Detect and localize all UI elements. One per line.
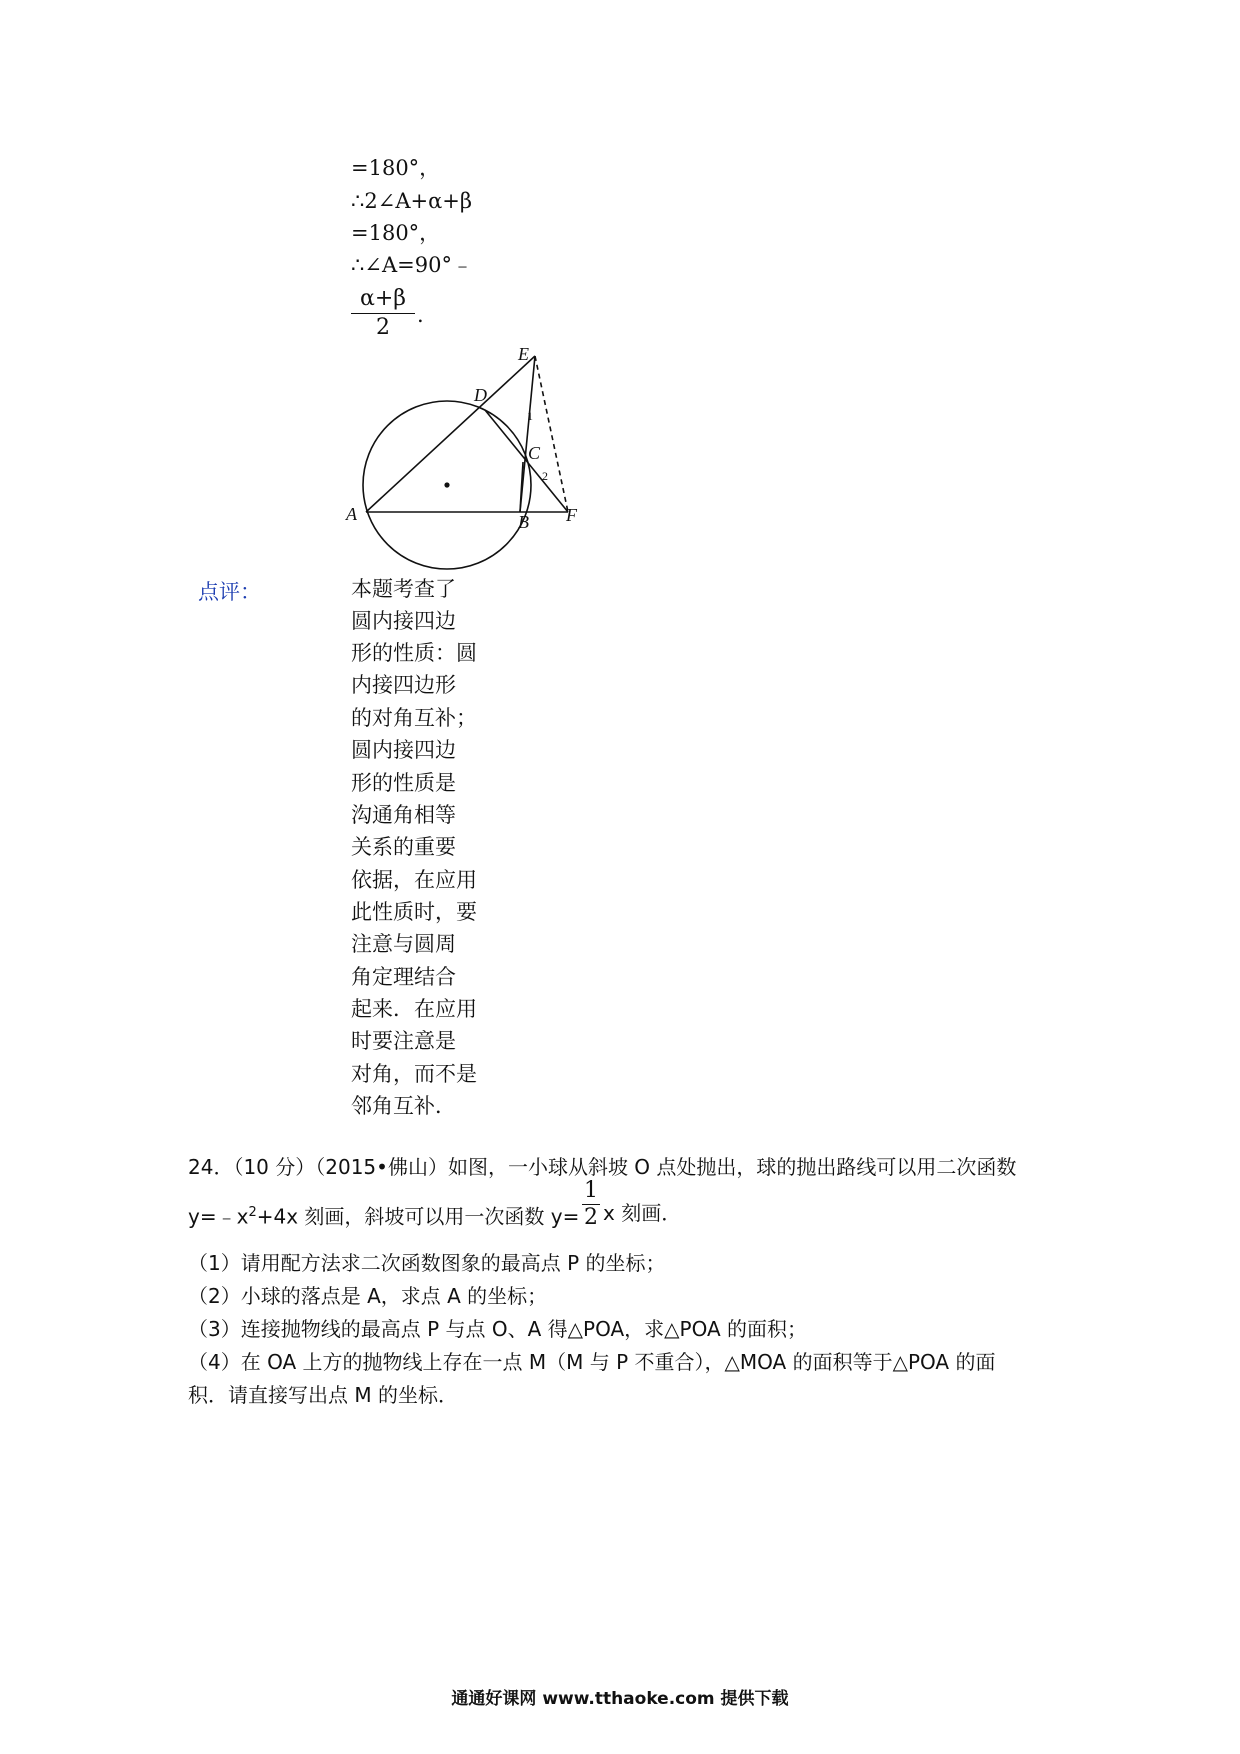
comment-line: 沟通角相等	[351, 803, 456, 827]
segment-AE	[366, 356, 535, 512]
question-part-4-continued: 积．请直接写出点 M 的坐标．	[188, 1383, 458, 1407]
comment-line: 注意与圆周	[351, 932, 456, 956]
question-part-4: （4）在 OA 上方的抛物线上存在一点 M（M 与 P 不重合），△MOA 的面积等于△POA 的面	[188, 1350, 996, 1374]
question-part-2: （2）小球的落点是 A，求点 A 的坐标；	[188, 1284, 548, 1308]
segment-EF-dashed	[535, 356, 568, 512]
fraction-numerator: α+β	[359, 286, 406, 311]
label-B: B	[518, 512, 529, 532]
comment-line: 时要注意是	[351, 1029, 456, 1053]
comment-line: 的对角互补；	[351, 706, 477, 730]
segment-EB	[520, 356, 535, 512]
comment-line: 对角，而不是	[351, 1062, 477, 1086]
comment-label: 点评：	[198, 580, 261, 604]
quadratic-function-suffix: +4x 刻画，斜坡可以用一次函数 y=	[256, 1204, 580, 1229]
comment-line: 角定理结合	[351, 965, 456, 989]
comment-line: 邻角互补．	[351, 1094, 456, 1118]
question-part-3: （3）连接抛物线的最高点 P 与点 O、A 得△POA，求△POA 的面积；	[188, 1317, 808, 1341]
segment-DF	[485, 410, 568, 512]
solution-fraction	[351, 288, 415, 339]
exponent: 2	[248, 1205, 257, 1220]
comment-line: 内接四边形	[351, 673, 456, 697]
angle-label-2: 2	[542, 469, 548, 483]
question-line-1: 24．（10 分）（2015•佛山）如图，一小球从斜坡 O 点处抛出，球的抛出路线可以用二次函数	[188, 1155, 1017, 1179]
comment-line: 此性质时，要	[351, 900, 477, 924]
comment-line: 起来．在应用	[351, 997, 477, 1021]
fraction-suffix: .	[417, 303, 424, 327]
comment-line: 关系的重要	[351, 835, 456, 859]
comment-line: 依据，在应用	[351, 868, 477, 892]
comment-line: 本题考查了	[351, 577, 456, 601]
solution-line-1: =180°，	[351, 156, 441, 180]
slope-fraction-denominator: 2	[584, 1205, 598, 1230]
label-F: F	[566, 505, 577, 525]
comment-line: 形的性质是	[351, 771, 456, 795]
solution-line-2: ∴2∠A+α+β	[351, 189, 472, 213]
comment-line: 圆内接四边	[351, 609, 456, 633]
slope-fraction-numerator: 1	[584, 1178, 598, 1203]
angle-label-1: 1	[527, 409, 533, 423]
circle-center-dot	[444, 482, 449, 487]
fraction-denominator: 2	[376, 315, 390, 340]
label-A: A	[346, 504, 357, 524]
solution-line-3: =180°，	[351, 221, 441, 245]
label-D: D	[474, 385, 487, 405]
comment-line: 形的性质：圆	[351, 641, 477, 665]
quadratic-function-prefix: y=﹣x	[188, 1204, 249, 1229]
comment-line: 圆内接四边	[351, 738, 456, 762]
page-footer: 通通好课网 www.tthaoke.com 提供下载	[451, 1689, 789, 1709]
solution-line-4: ∴∠A=90°﹣	[351, 253, 473, 277]
question-line-2	[188, 1200, 579, 1230]
label-C: C	[528, 443, 541, 463]
circle-diagram	[340, 345, 590, 575]
question-part-1: （1）请用配方法求二次函数图象的最高点 P 的坐标；	[188, 1251, 666, 1275]
question-line-2-end: x 刻画．	[603, 1201, 682, 1225]
label-E: E	[518, 345, 529, 364]
slope-fraction	[582, 1180, 600, 1229]
